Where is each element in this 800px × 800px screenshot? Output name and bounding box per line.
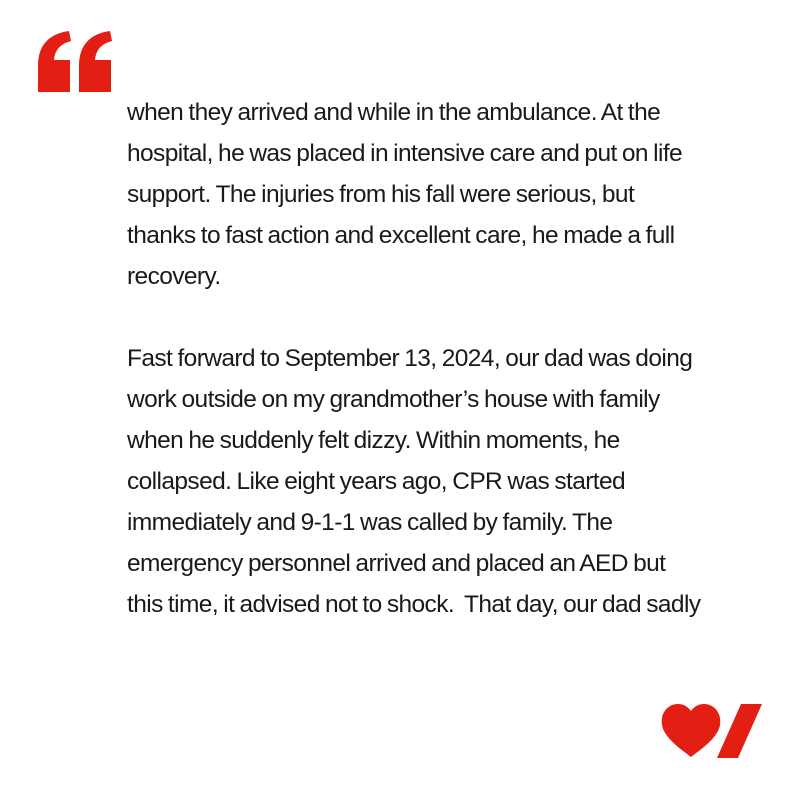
heart-slash-logo-icon [660, 701, 764, 759]
quote-mark-icon [36, 30, 114, 92]
story-line: collapsed. Like eight years ago, CPR was started [127, 468, 626, 495]
story-line: immediately and 9-1-1 was called by family. The [127, 509, 613, 536]
story-line: thanks to fast action and excellent care, he made a full [127, 222, 675, 249]
story-line: when they arrived and while in the ambulance. At the [127, 99, 661, 126]
story-line: recovery. [127, 263, 221, 290]
story-line: when he suddenly felt dizzy. Within moments, he [127, 427, 620, 454]
story-line: this time, it advised not to shock. That day, our dad sadly [127, 591, 701, 618]
story-line: work outside on my grandmother’s house with family [127, 386, 660, 413]
story-text [127, 92, 787, 625]
story-line: emergency personnel arrived and placed an AED but [127, 550, 666, 577]
story-line: support. The injuries from his fall were serious, but [127, 181, 635, 208]
paragraph-spacer [127, 297, 787, 338]
story-line: Fast forward to September 13, 2024, our dad was doing [127, 345, 693, 372]
story-line: hospital, he was placed in intensive care and put on life [127, 140, 683, 167]
